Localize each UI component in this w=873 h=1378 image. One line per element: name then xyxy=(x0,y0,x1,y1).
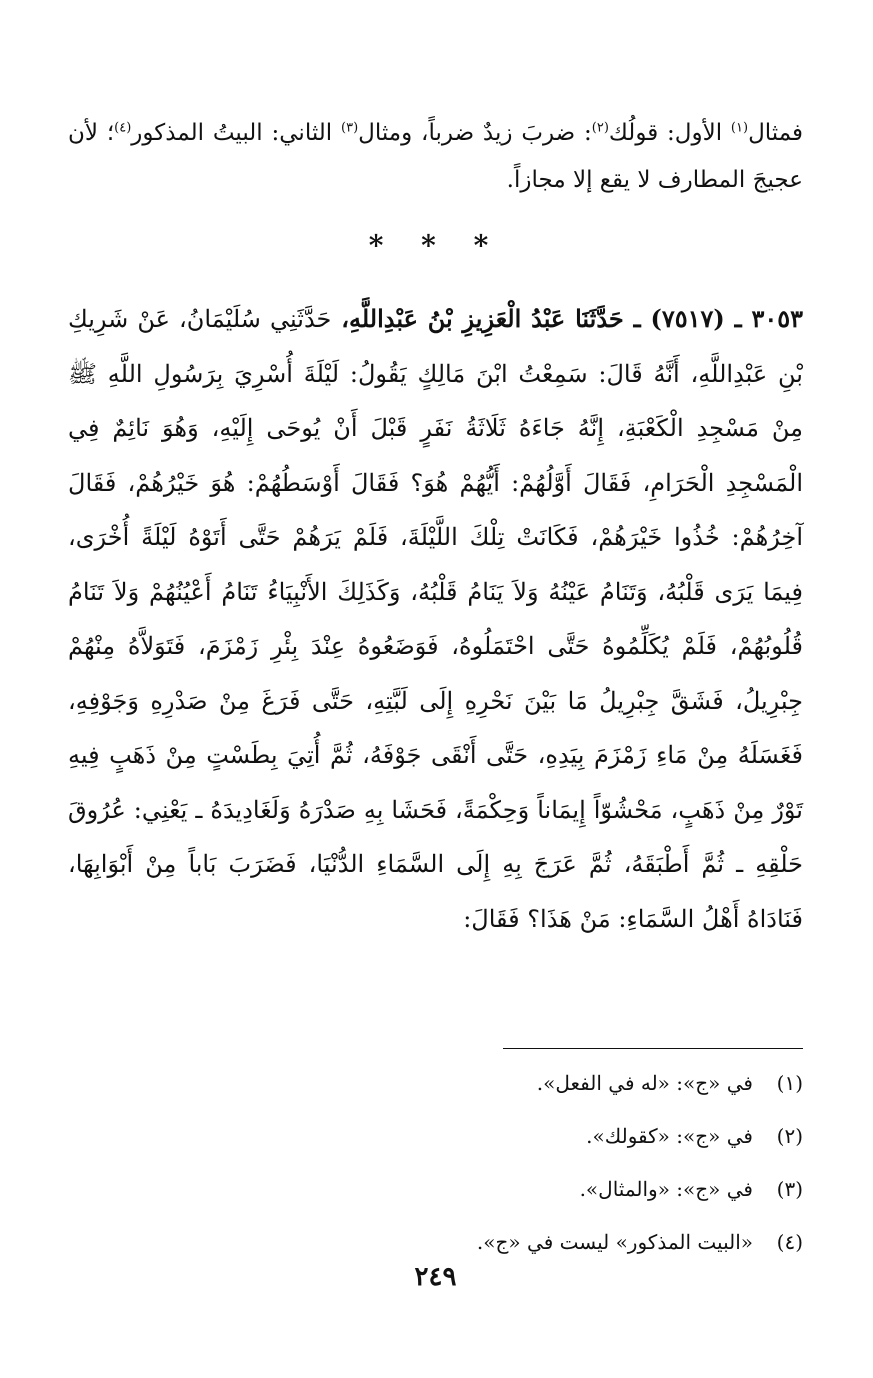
footnote-marker: (١) xyxy=(776,1071,803,1095)
footnote-item xyxy=(68,1123,803,1176)
intro-text-2: الأول: قولُك xyxy=(608,120,731,146)
footnote-item xyxy=(68,1176,803,1229)
footnote-text: في «ج»: «والمثال». xyxy=(579,1177,753,1201)
intro-text-3: : ضربَ زيدٌ ضرباً، ومثال xyxy=(358,120,592,146)
footnotes-list xyxy=(68,1070,803,1282)
footnote-text: في «ج»: «كقولك». xyxy=(586,1124,753,1148)
footnote-text: في «ج»: «له في الفعل». xyxy=(536,1071,753,1095)
footnote-item xyxy=(68,1070,803,1123)
hadith-paragraph xyxy=(68,292,803,946)
footnote-ref-3[interactable]: (٣) xyxy=(341,120,359,136)
footnote-text: «البيت المذكور» ليست في «ج». xyxy=(476,1230,753,1254)
footnote-marker: (٤) xyxy=(776,1230,803,1254)
hadith-number: ٣٠٥٣ ـ (٧٥١٧) ـ xyxy=(633,304,803,333)
section-separator: * * * xyxy=(368,229,503,262)
footnote-marker: (٢) xyxy=(776,1124,803,1148)
intro-text-4: الثاني: البيتُ المذكور xyxy=(131,120,341,146)
footnote-ref-1[interactable]: (١) xyxy=(730,120,749,136)
intro-paragraph xyxy=(68,110,803,204)
hadith-text: حَدَّثَنِي سُلَيْمَانُ، عَنْ شَرِيكِ بْنِ عَبْدِاللَّهِ، أَنَّهُ قَالَ: سَمِعْتُ ابْنَ مَالِكٍ يَقُولُ: لَيْلَةَ أُسْرِيَ بِرَسُولِ اللَّهِ ﷺ مِنْ مَسْجِدِ الْكَعْبَةِ، إِنَّهُ جَاءَهُ ثَلَاثَةُ نَفَرٍ قَبْلَ أَنْ يُوحَى إِلَيْهِ، وَهُوَ نَائِمٌ فِي الْمَسْجِدِ الْحَرَامِ، فَقَالَ أَوَّلُهُمْ: أَيُّهُمْ هُوَ؟ فَقَالَ أَوْسَطُهُمْ: هُوَ خَيْرُهُمْ، فَقَالَ آخِرُهُمْ: خُذُوا خَيْرَهُمْ، فَكَانَتْ تِلْكَ اللَّيْلَةَ، فَلَمْ يَرَهُمْ حَتَّى أَتَوْهُ لَيْلَةً أُخْرَى، فِيمَا يَرَى قَلْبُهُ، وَتَنَامُ عَيْنُهُ وَلاَ يَنَامُ قَلْبُهُ، وَكَذَلِكَ الأَنْبِيَاءُ تَنَامُ أَعْيُنُهُمْ وَلاَ تَنَامُ قُلُوبُهُمْ، فَلَمْ يُكَلِّمُوهُ حَتَّى احْتَمَلُوهُ، فَوَضَعُوهُ عِنْدَ بِئْرِ زَمْزَمَ، فَتَوَلاَّهُ مِنْهُمْ جِبْرِيلُ، فَشَقَّ جِبْرِيلُ مَا بَيْنَ نَحْرِهِ إِلَى لَبَّتِهِ، حَتَّى فَرَغَ مِنْ صَدْرِهِ وَجَوْفِهِ، فَغَسَلَهُ مِنْ مَاءِ زَمْزَمَ بِيَدِهِ، حَتَّى أَنْقَى جَوْفَهُ، ثُمَّ أُتِيَ بِطَسْتٍ مِنْ ذَهَبٍ فِيهِ تَوْرٌ مِنْ ذَهَبٍ، مَحْشُوّاً إِيمَاناً وَحِكْمَةً، فَحَشَا بِهِ صَدْرَهُ وَلَغَادِيدَهُ ـ يَعْنِي: عُرُوقَ حَلْقِهِ ـ ثُمَّ أَطْبَقَهُ، ثُمَّ عَرَجَ بِهِ إِلَى السَّمَاءِ الدُّنْيَا، فَضَرَبَ بَاباً مِنْ أَبْوَابِهَا، فَنَادَاهُ أَهْلُ السَّمَاءِ: مَنْ هَذَا؟ فَقَالَ: xyxy=(68,305,803,933)
intro-text-1: فمثال xyxy=(748,120,804,146)
footnote-marker: (٣) xyxy=(776,1177,803,1201)
footnote-divider xyxy=(503,1048,803,1049)
footnote-ref-2[interactable]: (٢) xyxy=(591,120,609,136)
footnote-ref-4[interactable]: (٤) xyxy=(114,120,132,136)
book-page xyxy=(68,110,803,1340)
intro-text-5: ؛ لأن عجيجَ المطارف لا يقع إلا مجازاً. xyxy=(68,120,803,193)
hadith-opening: حَدَّثَنَا عَبْدُ الْعَزِيزِ بْنُ عَبْدِاللَّهِ، xyxy=(331,304,634,333)
page-number: ٢٤٩ xyxy=(414,1262,457,1292)
